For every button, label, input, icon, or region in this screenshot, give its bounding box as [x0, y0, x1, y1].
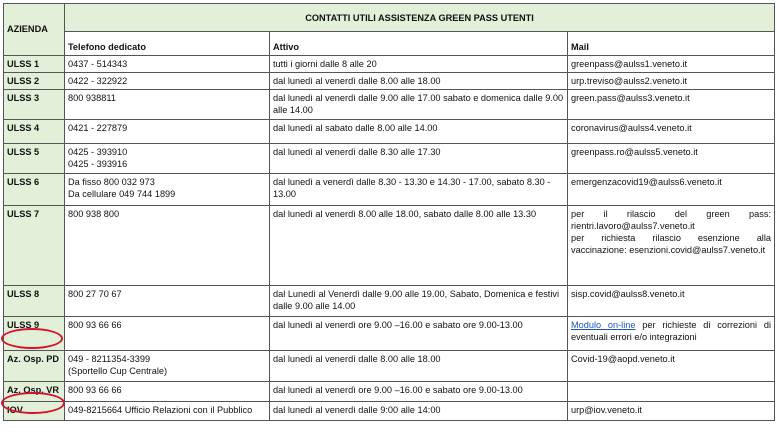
table-row — [4, 120, 775, 144]
header-azienda: AZIENDA — [4, 4, 65, 56]
table-row — [4, 73, 775, 90]
telefono-cell: 049 - 8211354-3399 (Sportello Cup Centrale) — [65, 351, 270, 382]
mail-cell: urp@iov.veneto.it — [568, 402, 775, 421]
azienda-cell: ULSS 8 — [4, 286, 65, 317]
telefono-cell: 0425 - 393910 0425 - 393916 — [65, 144, 270, 174]
attivo-cell: dal Lunedì al Venerdì dalle 9.00 alle 19.00, Sabato, Domenica e festivi dalle 9.00 alle 14.00 — [270, 286, 568, 317]
table-row — [4, 402, 775, 421]
mail-cell: emergenzacovid19@aulss6.veneto.it — [568, 174, 775, 206]
table-row — [4, 174, 775, 206]
telefono-cell: 0437 - 514343 — [65, 56, 270, 73]
mail-cell — [568, 382, 775, 402]
azienda-cell: ULSS 2 — [4, 73, 65, 90]
table-row — [4, 144, 775, 174]
attivo-cell: dal lunedì al venerdì dalle 8.30 alle 17.30 — [270, 144, 568, 174]
attivo-cell: tutti i giorni dalle 8 alle 20 — [270, 56, 568, 73]
telefono-cell: Da fisso 800 032 973 Da cellulare 049 744 1899 — [65, 174, 270, 206]
attivo-cell: dal lunedì al venerdì ore 9.00 –16.00 e sabato ore 9.00-13.00 — [270, 382, 568, 402]
mail-cell: greenpass.ro@aulss5.veneto.it — [568, 144, 775, 174]
attivo-cell: dal lunedì al venerdì dalle 8.00 alle 18.00 — [270, 351, 568, 382]
table-row — [4, 317, 775, 351]
header-mail: Mail — [568, 32, 775, 56]
mail-cell: urp.treviso@aulss2.veneto.it — [568, 73, 775, 90]
attivo-cell: dal lunedì al venerdì 8.00 alle 18.00, sabato dalle 8.00 alle 13.30 — [270, 206, 568, 286]
telefono-cell: 800 93 66 66 — [65, 382, 270, 402]
attivo-cell: dal lunedì al venerdì dalle 9:00 alle 14:00 — [270, 402, 568, 421]
mail-cell: Modulo on-line per richieste di correzioni di eventuali errori e/o integrazioni — [568, 317, 775, 351]
attivo-cell: dal lunedì al venerdì dalle 9.00 alle 17.00 sabato e domenica dalle 9.00 alle 14.00 — [270, 90, 568, 120]
telefono-cell: 0421 - 227879 — [65, 120, 270, 144]
table-row — [4, 56, 775, 73]
telefono-cell: 800 27 70 67 — [65, 286, 270, 317]
azienda-cell: ULSS 5 — [4, 144, 65, 174]
telefono-cell: 049-8215664 Ufficio Relazioni con il Pubblico — [65, 402, 270, 421]
azienda-cell: ULSS 4 — [4, 120, 65, 144]
telefono-cell: 0422 - 322922 — [65, 73, 270, 90]
azienda-cell: Az. Osp. VR — [4, 382, 65, 402]
mail-cell: coronavirus@aulss4.veneto.it — [568, 120, 775, 144]
contacts-table — [3, 3, 775, 421]
mail-cell: green.pass@aulss3.veneto.it — [568, 90, 775, 120]
azienda-cell: IOV — [4, 402, 65, 421]
attivo-cell: dal lunedì al sabato dalle 8.00 alle 14.00 — [270, 120, 568, 144]
attivo-cell: dal lunedì a venerdì dalle 8.30 - 13.30 e 14.30 - 17.00, sabato 8.30 - 13.00 — [270, 174, 568, 206]
azienda-cell: ULSS 3 — [4, 90, 65, 120]
telefono-cell: 800 938 800 — [65, 206, 270, 286]
azienda-cell: ULSS 7 — [4, 206, 65, 286]
table-row — [4, 286, 775, 317]
table-row — [4, 90, 775, 120]
table-row — [4, 351, 775, 382]
header-attivo: Attivo — [270, 32, 568, 56]
table-row — [4, 206, 775, 286]
mail-cell: sisp.covid@aulss8.veneto.it — [568, 286, 775, 317]
azienda-cell: ULSS 6 — [4, 174, 65, 206]
header-telefono: Telefono dedicato — [65, 32, 270, 56]
mail-cell: greenpass@aulss1.veneto.it — [568, 56, 775, 73]
modulo-online-link[interactable]: Modulo on-line — [571, 320, 636, 330]
table-title: CONTATTI UTILI ASSISTENZA GREEN PASS UTENTI — [65, 4, 775, 32]
azienda-cell: ULSS 1 — [4, 56, 65, 73]
azienda-cell: Az. Osp. PD — [4, 351, 65, 382]
mail-cell: per il rilascio del green pass: rientri.lavoro@aulss7.veneto.it per richiesta rilascio esenzione alla vaccinazione: esenzioni.covid@aulss7.veneto.it — [568, 206, 775, 286]
azienda-cell: ULSS 9 — [4, 317, 65, 351]
telefono-cell: 800 938811 — [65, 90, 270, 120]
table-row — [4, 382, 775, 402]
mail-cell: Covid-19@aopd.veneto.it — [568, 351, 775, 382]
attivo-cell: dal lunedì al venerdì ore 9.00 –16.00 e sabato ore 9.00-13.00 — [270, 317, 568, 351]
attivo-cell: dal lunedì al venerdì dalle 8.00 alle 18.00 — [270, 73, 568, 90]
telefono-cell: 800 93 66 66 — [65, 317, 270, 351]
